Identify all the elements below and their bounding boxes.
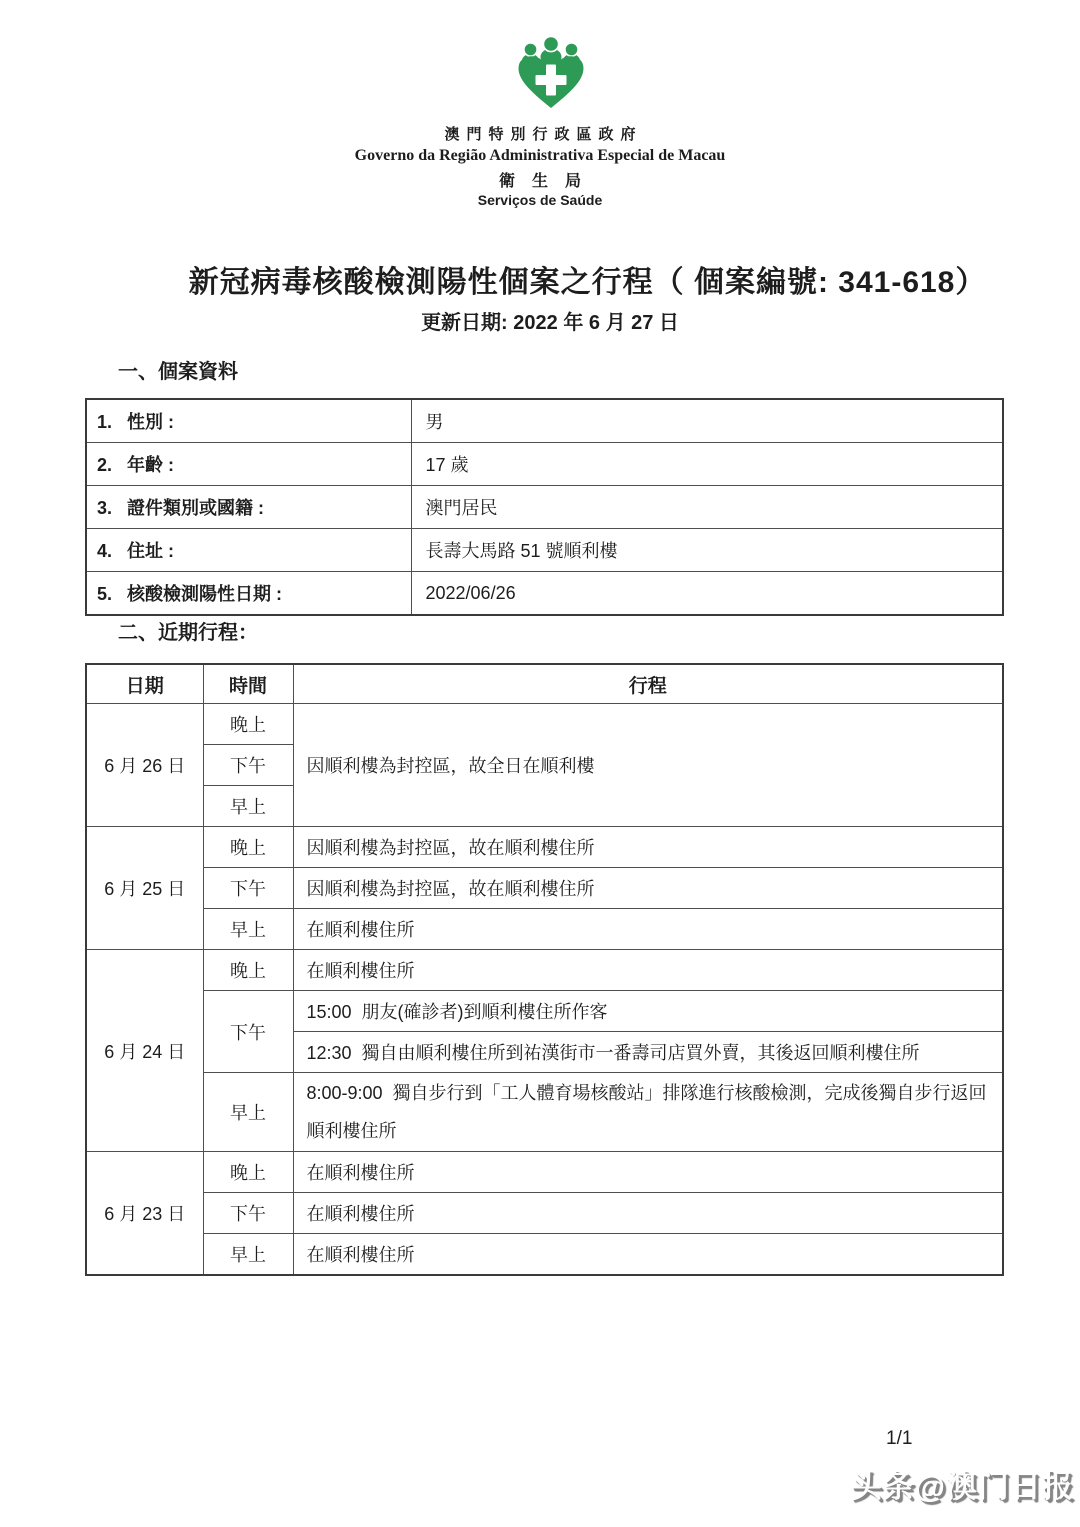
itinerary-cell: 在順利樓住所 [293,1193,1003,1234]
case-info-table [85,398,1004,616]
column-header-date: 日期 [86,664,203,704]
page-number: 1/1 [886,1428,913,1449]
itinerary-cell: 12:30 獨自由順利樓住所到祐漢街市一番壽司店買外賣，其後返回順利樓住所 [293,1032,1003,1073]
table-row [86,704,1003,745]
time-cell: 晚上 [203,827,293,868]
time-cell: 晚上 [203,950,293,991]
time-cell: 下午 [203,745,293,786]
itinerary-cell: 在順利樓住所 [293,909,1003,950]
case-label: 1. 性別 : [86,399,411,443]
government-name-chinese: 澳門特別行政區政府 [444,126,643,143]
date-cell: 6 月 23 日 [86,1152,203,1276]
logo-wrap [0,36,1080,115]
table-row [86,909,1003,950]
itinerary-cell: 因順利樓為封控區，故全日在順利樓 [293,704,1003,827]
itinerary-cell: 在順利樓住所 [293,1152,1003,1193]
itinerary-cell: 8:00-9:00 獨自步行到「工人體育場核酸站」排隊進行核酸檢測，完成後獨自步行返回順利樓住所 [293,1073,1003,1152]
time-cell: 下午 [203,1193,293,1234]
case-value: 男 [411,399,1003,443]
table-row [86,827,1003,868]
time-cell: 早上 [203,909,293,950]
case-label: 3. 證件類別或國籍 : [86,486,411,529]
table-row [86,1234,1003,1276]
date-cell: 6 月 24 日 [86,950,203,1152]
case-label: 5. 核酸檢測陽性日期 : [86,572,411,616]
itinerary-cell: 因順利樓為封控區，故在順利樓住所 [293,827,1003,868]
case-value: 17 歲 [411,443,1003,486]
government-header [0,36,1080,208]
date-cell: 6 月 26 日 [86,704,203,827]
itinerary-cell: 因順利樓為封控區，故在順利樓住所 [293,868,1003,909]
health-bureau-name-chinese: 衛生局 [498,173,598,190]
table-row [86,572,1003,616]
table-row [86,1152,1003,1193]
column-header-time: 時間 [203,664,293,704]
case-label: 2. 年齡 : [86,443,411,486]
time-cell: 下午 [203,868,293,909]
health-bureau-name-portuguese: Serviços de Saúde [477,192,603,208]
table-row [86,486,1003,529]
case-value: 2022/06/26 [411,572,1003,616]
update-date: 更新日期: 2022 年 6 月 27 日 [421,312,679,334]
itinerary-cell: 15:00 朋友(確診者)到順利樓住所作客 [293,991,1003,1032]
case-value: 澳門居民 [411,486,1003,529]
time-cell: 早上 [203,1234,293,1276]
health-services-heart-logo-icon [503,36,599,110]
case-value: 長壽大馬路 51 號順利樓 [411,529,1003,572]
table-row [86,529,1003,572]
time-cell: 早上 [203,1073,293,1152]
time-cell: 晚上 [203,1152,293,1193]
government-name-portuguese: Governo da Região Administrativa Especial de Macau [354,147,726,164]
document-title: 新冠病毒核酸檢測陽性個案之行程（ 個案編號: 341-618） [188,266,987,300]
time-cell: 早上 [203,786,293,827]
table-row [86,868,1003,909]
column-header-trip: 行程 [293,664,1003,704]
section-heading-itinerary: 二、近期行程： [118,622,258,644]
itinerary-table [85,663,1004,1276]
time-cell: 晚上 [203,704,293,745]
itinerary-cell: 在順利樓住所 [293,950,1003,991]
itinerary-cell: 在順利樓住所 [293,1234,1003,1276]
table-row [86,950,1003,991]
table-row [86,1193,1003,1234]
time-cell: 下午 [203,991,293,1073]
toutiao-watermark: 头条@澳门日报 [850,1469,1074,1504]
case-label: 4. 住址 : [86,529,411,572]
table-row [86,991,1003,1032]
table-row [86,399,1003,443]
table-row [86,1073,1003,1152]
table-row [86,443,1003,486]
date-cell: 6 月 25 日 [86,827,203,950]
section-heading-case-info: 一、個案資料 [118,361,238,383]
header-row [86,664,1003,704]
